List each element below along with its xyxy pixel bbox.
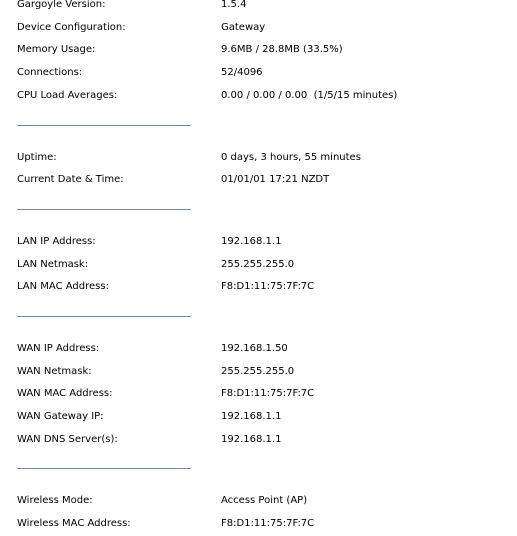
section-divider [17,316,191,317]
uptime-value: 0 days, 3 hours, 55 minutes [221,152,361,163]
lan-mac-address-value: F8:D1:11:75:7F:7C [221,281,315,292]
cpu-load-averages-label: CPU Load Averages: [17,90,118,101]
wan-dns-servers-value: 192.168.1.1 [221,434,282,445]
section-divider [17,209,191,210]
connections-label: Connections: [17,67,83,78]
section-divider [17,468,191,469]
lan-netmask-value: 255.255.255.0 [221,259,295,270]
uptime-label: Uptime: [17,152,57,163]
wan-mac-address-value: F8:D1:11:75:7F:7C [221,388,315,399]
wan-netmask-label: WAN Netmask: [17,366,92,377]
memory-usage-value: 9.6MB / 28.8MB (33.5%) [221,44,343,55]
wan-netmask-value: 255.255.255.0 [221,366,295,377]
connections-value: 52/4096 [221,67,263,78]
wan-dns-servers-label: WAN DNS Server(s): [17,434,118,445]
wan-gateway-ip-label: WAN Gateway IP: [17,411,104,422]
cpu-load-averages-value: 0.00 / 0.00 / 0.00 (1/5/15 minutes) [221,90,398,101]
gargoyle-version-label: Gargoyle Version: [17,0,106,10]
memory-usage-label: Memory Usage: [17,44,96,55]
wan-ip-address-label: WAN IP Address: [17,343,100,354]
wan-mac-address-label: WAN MAC Address: [17,388,113,399]
lan-mac-address-label: LAN MAC Address: [17,281,109,292]
wireless-mode-value: Access Point (AP) [221,495,308,506]
device-configuration-label: Device Configuration: [17,22,126,33]
lan-ip-address-value: 192.168.1.1 [221,236,282,247]
current-date-time-label: Current Date & Time: [17,174,124,185]
wireless-mode-label: Wireless Mode: [17,495,93,506]
section-divider [17,125,191,126]
lan-ip-address-label: LAN IP Address: [17,236,96,247]
device-configuration-value: Gateway [221,22,266,33]
wireless-mac-address-value: F8:D1:11:75:7F:7C [221,518,315,529]
wan-ip-address-value: 192.168.1.50 [221,343,288,354]
gargoyle-version-value: 1.5.4 [221,0,247,10]
current-date-time-value: 01/01/01 17:21 NZDT [221,174,330,185]
wan-gateway-ip-value: 192.168.1.1 [221,411,282,422]
lan-netmask-label: LAN Netmask: [17,259,89,270]
wireless-mac-address-label: Wireless MAC Address: [17,518,131,529]
